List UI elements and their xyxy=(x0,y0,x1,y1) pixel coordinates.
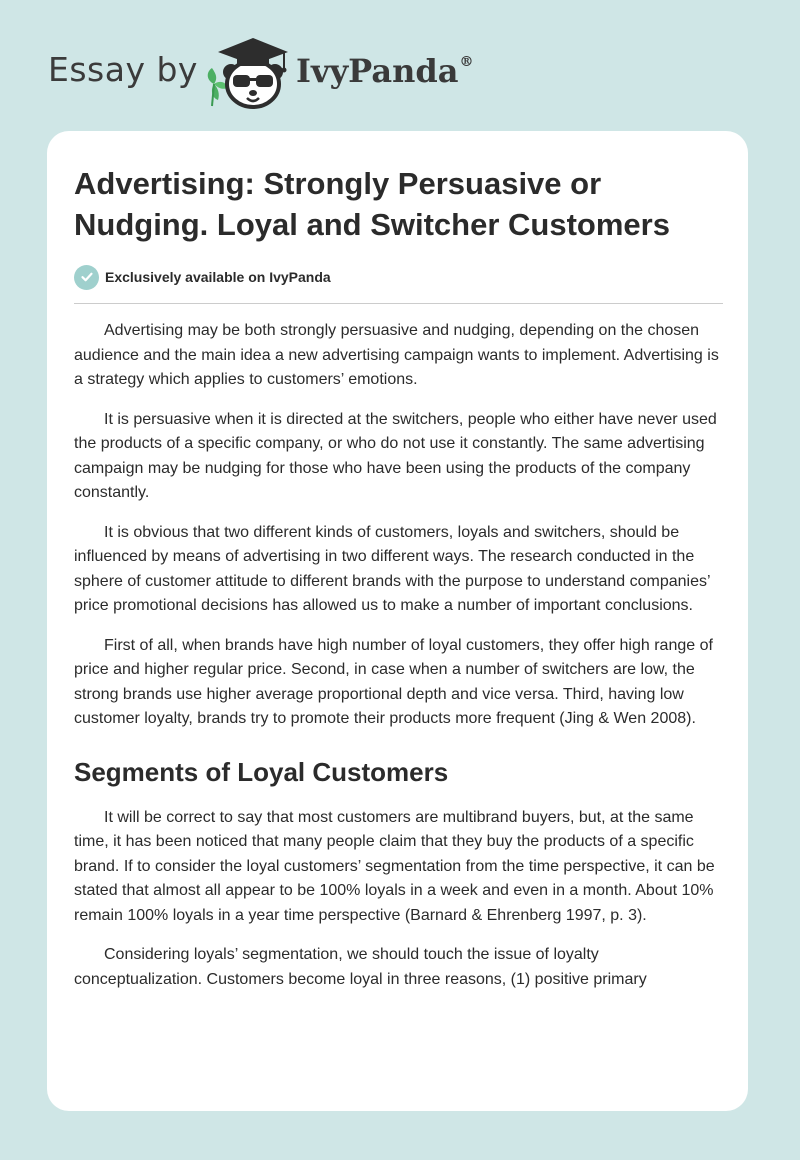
paragraph: It will be correct to say that most customers are multibrand buyers, but, at the same time, it has been noticed that many people claim that they buy the products of a specific brand. If to consider the loyal customers’ segmentation from the time perspective, it can be stated that almost all appear to be 100% loyals in a week and even in a month. About 10% remain 100% loyals in a year time perspective (Barnard & Ehrenberg 1997, p. 3). xyxy=(74,808,715,924)
essay-body xyxy=(74,319,725,1007)
site-header xyxy=(0,0,800,130)
paragraph: Advertising may be both strongly persuasive and nudging, depending on the chosen audience and the main idea a new advertising campaign wants to implement. Advertising is a strategy which applies to customers’ emotions. xyxy=(74,322,719,388)
divider xyxy=(74,303,723,304)
paragraph: It is obvious that two different kinds of customers, loyals and switchers, should be influenced by means of advertising in two different ways. The research conducted in the sphere of customer attitude to different brands with the purpose to understand companies’ price promotional decisions has allowed us to make a number of important conclusions. xyxy=(74,523,710,614)
paragraph: Considering loyals’ segmentation, we should touch the issue of loyalty conceptualization. Customers become loyal in three reasons, (1) positive primary xyxy=(74,946,647,988)
essay-card xyxy=(47,131,748,1111)
panda-graduate-logo-icon[interactable] xyxy=(200,32,295,112)
section-heading: Segments of Loyal Customers xyxy=(74,756,449,787)
check-circle-icon xyxy=(74,265,99,290)
essay-by-label: Essay by xyxy=(48,50,198,89)
paragraph: It is persuasive when it is directed at the switchers, people who either have never used the products of a specific company, or who do not use it constantly. The same advertising campaign may be nudging for those who have been using the products of the company constantly. xyxy=(74,410,717,501)
registered-mark: ® xyxy=(459,54,474,70)
exclusive-badge xyxy=(74,264,331,290)
essay-title: Advertising: Strongly Persuasive or Nudging. Loyal and Switcher Customers xyxy=(74,166,670,242)
paragraph: First of all, when brands have high number of loyal customers, they offer high range of price and higher regular price. Second, in case when a number of switchers are low, the strong brands use higher average proportional depth and vice versa. Third, having low customer loyalty, brands try to promote their products more frequent (Jing & Wen 2008). xyxy=(74,636,713,727)
badge-label: Exclusively available on IvyPanda xyxy=(105,269,331,285)
brand-logo[interactable] xyxy=(296,52,473,90)
brand-name: IvyPanda xyxy=(296,52,459,90)
